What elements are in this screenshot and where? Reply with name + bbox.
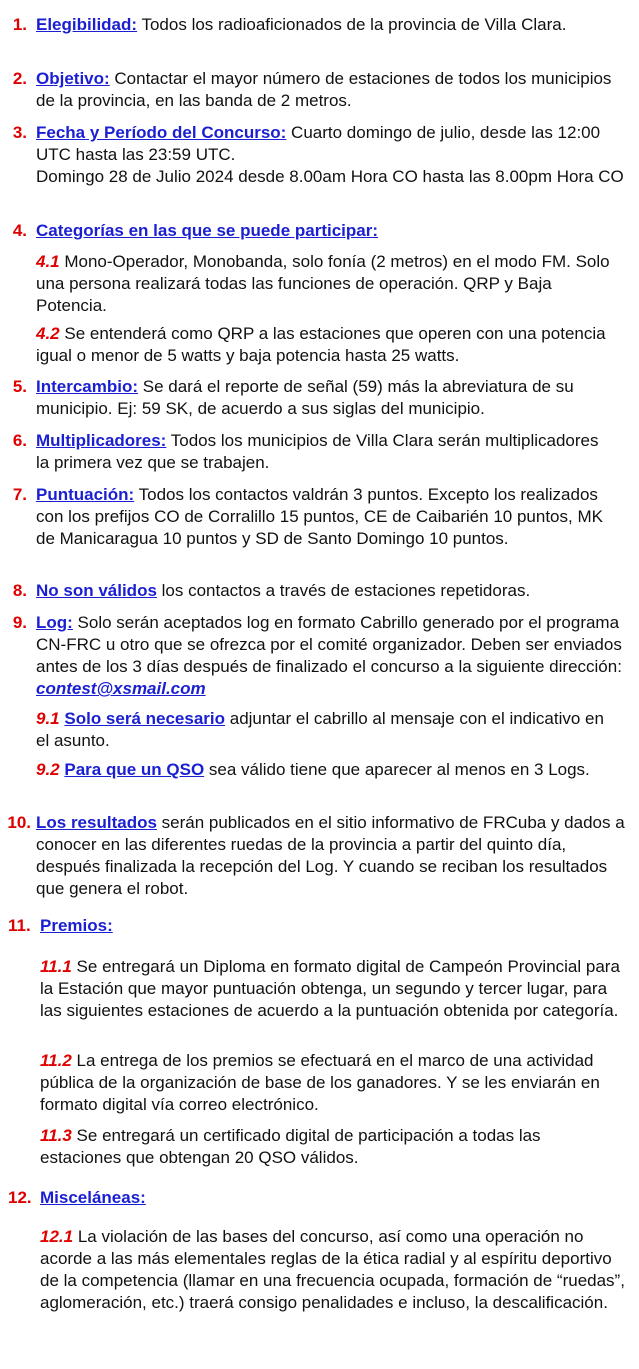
subrule-body	[40, 956, 626, 1022]
rule-label-categorias: Categorías en las que se puede participar:	[36, 221, 379, 240]
rule-label-objetivo: Objetivo:	[36, 69, 110, 88]
rule-body	[36, 68, 616, 112]
subrule-body	[36, 759, 616, 781]
rule-body	[36, 580, 626, 602]
subrule-number: 4.1	[36, 252, 60, 271]
rule-number: 1.	[12, 15, 27, 34]
subrule-body	[40, 1125, 626, 1169]
rule-text: Todos los radioaficionados de la provincia de Villa Clara.	[137, 15, 567, 34]
rule-label-intercambio: Intercambio:	[36, 377, 139, 396]
rule-label-premios: Premios:	[40, 916, 113, 935]
rule-text: Se dará el reporte de señal (59) más la abreviatura de su municipio. Ej: 59 SK, de acuerdo a sus siglas del municipio.	[36, 377, 574, 418]
subrule-text: Se entregará un certificado digital de participación a todas las estaciones que obtengan 20 QSO válidos.	[40, 1126, 541, 1167]
subrule-label: Solo será necesario	[64, 709, 226, 728]
rule-label-resultados: Los resultados	[36, 813, 157, 832]
rule-body	[36, 484, 626, 550]
rule-number: 12.	[8, 1188, 32, 1207]
subrule-text: Se entregará un Diploma en formato digital de Campeón Provincial para la Estación que mayor puntuación obtenga, un segundo y tercer lugar, para las siguientes estaciones de acuerdo a la puntuación obtenida por categoría.	[40, 957, 620, 1020]
subrule-number: 12.1	[40, 1227, 74, 1246]
subrule-number: 11.1	[40, 957, 72, 976]
rule-number: 8.	[12, 581, 27, 600]
rule-text-date: Domingo 28 de Julio 2024 desde 8.00am Hora CO hasta las 8.00pm Hora CO	[36, 167, 624, 186]
rule-label-fecha: Fecha y Período del Concurso:	[36, 123, 287, 142]
subrule-text: adjuntar el cabrillo al mensaje con el indicativo en el asunto.	[36, 709, 604, 750]
rule-body	[36, 14, 616, 36]
rule-text: serán publicados en el sitio informativo de FRCuba y dados a conocer en las diferentes ruedas de la provincia a partir del quinto día, después finalizada la recepción del Log. Y cuando se reciban los resultados que genera el robot.	[36, 813, 625, 898]
subrule-body	[40, 1050, 626, 1116]
subrule-number: 9.2	[36, 760, 60, 779]
rule-body	[40, 915, 620, 937]
rule-body	[36, 430, 616, 474]
rule-text: los contactos a través de estaciones repetidoras.	[156, 581, 531, 600]
rule-label-miscelaneas: Misceláneas:	[40, 1188, 146, 1207]
rule-body	[36, 376, 626, 420]
rule-text: Todos los contactos valdrán 3 puntos. Excepto los realizados con los prefijos CO de Corralillo 15 puntos, CE de Caibarién 10 puntos, MK de Manicaragua 10 puntos y SD de Santo Domingo 10 puntos.	[36, 485, 603, 548]
subrule-text: La entrega de los premios se efectuará en el marco de una actividad pública de la organización de base de los ganadores. Y se les enviarán en formato digital vía correo electrónico.	[40, 1051, 600, 1114]
subrule-text: sea válido tiene que aparecer al menos en 3 Logs.	[204, 760, 590, 779]
contest-email-link[interactable]: contest@xsmail.com	[36, 679, 206, 698]
subrule-body	[36, 708, 616, 752]
rule-number: 11.	[8, 916, 31, 935]
subrule-body	[36, 323, 626, 367]
subrule-text: Mono-Operador, Monobanda, solo fonía (2 metros) en el modo FM. Solo una persona realizará todas las funciones de operación. QRP y Baja Potencia.	[36, 252, 610, 315]
rule-text: Cuarto domingo de julio, desde las 12:00 UTC hasta las 23:59 UTC.	[36, 123, 601, 164]
rule-text: Contactar el mayor número de estaciones de todos los municipios de la provincia, en las banda de 2 metros.	[36, 69, 612, 110]
rule-number: 10.	[7, 813, 31, 832]
rule-body	[36, 122, 626, 188]
rule-label-elegibilidad: Elegibilidad:	[36, 15, 138, 34]
rule-number: 3.	[12, 123, 27, 142]
rule-number: 7.	[12, 485, 27, 504]
rule-number: 2.	[12, 69, 27, 88]
subrule-number: 11.3	[40, 1126, 72, 1145]
rule-text: Todos los municipios de Villa Clara serán multiplicadores la primera vez que se trabajen.	[36, 431, 599, 472]
rule-label-log: Log:	[36, 613, 73, 632]
rule-number: 6.	[12, 431, 27, 450]
rule-number: 4.	[12, 221, 27, 240]
rule-label-no-validos: No son válidos	[36, 581, 157, 600]
subrule-label: Para que un QSO	[64, 760, 205, 779]
subrule-number: 4.2	[36, 324, 60, 343]
rule-label-puntuacion: Puntuación:	[36, 485, 135, 504]
subrule-body	[40, 1226, 626, 1314]
rule-body	[36, 220, 616, 242]
rule-body	[40, 1187, 620, 1209]
subrule-body	[36, 251, 616, 317]
rule-text: Solo serán aceptados log en formato Cabrillo generado por el programa CN-FRC u otro que se ofrezca por el comité organizador. Deben ser enviados antes de los 3 días después de finalizado el concurso a la siguiente dirección:	[36, 613, 622, 676]
subrule-text: La violación de las bases del concurso, así como una operación no acorde a las más elementales reglas de la ética radial y al espíritu deportivo de la competencia (llamar en una frecuencia ocupada, formación de “ruedas”, aglomeración, etc.) traerá consigo penalidades e incluso, la descalificación.	[40, 1227, 625, 1312]
rule-body	[36, 812, 628, 900]
subrule-number: 11.2	[40, 1051, 72, 1070]
rule-number: 5.	[12, 377, 27, 396]
subrule-text: Se entenderá como QRP a las estaciones que operen con una potencia igual o menor de 5 watts y baja potencia hasta 25 watts.	[36, 324, 606, 365]
rule-label-multiplicadores: Multiplicadores:	[36, 431, 167, 450]
rule-body	[36, 612, 626, 700]
rule-number: 9.	[12, 613, 27, 632]
subrule-number: 9.1	[36, 709, 60, 728]
